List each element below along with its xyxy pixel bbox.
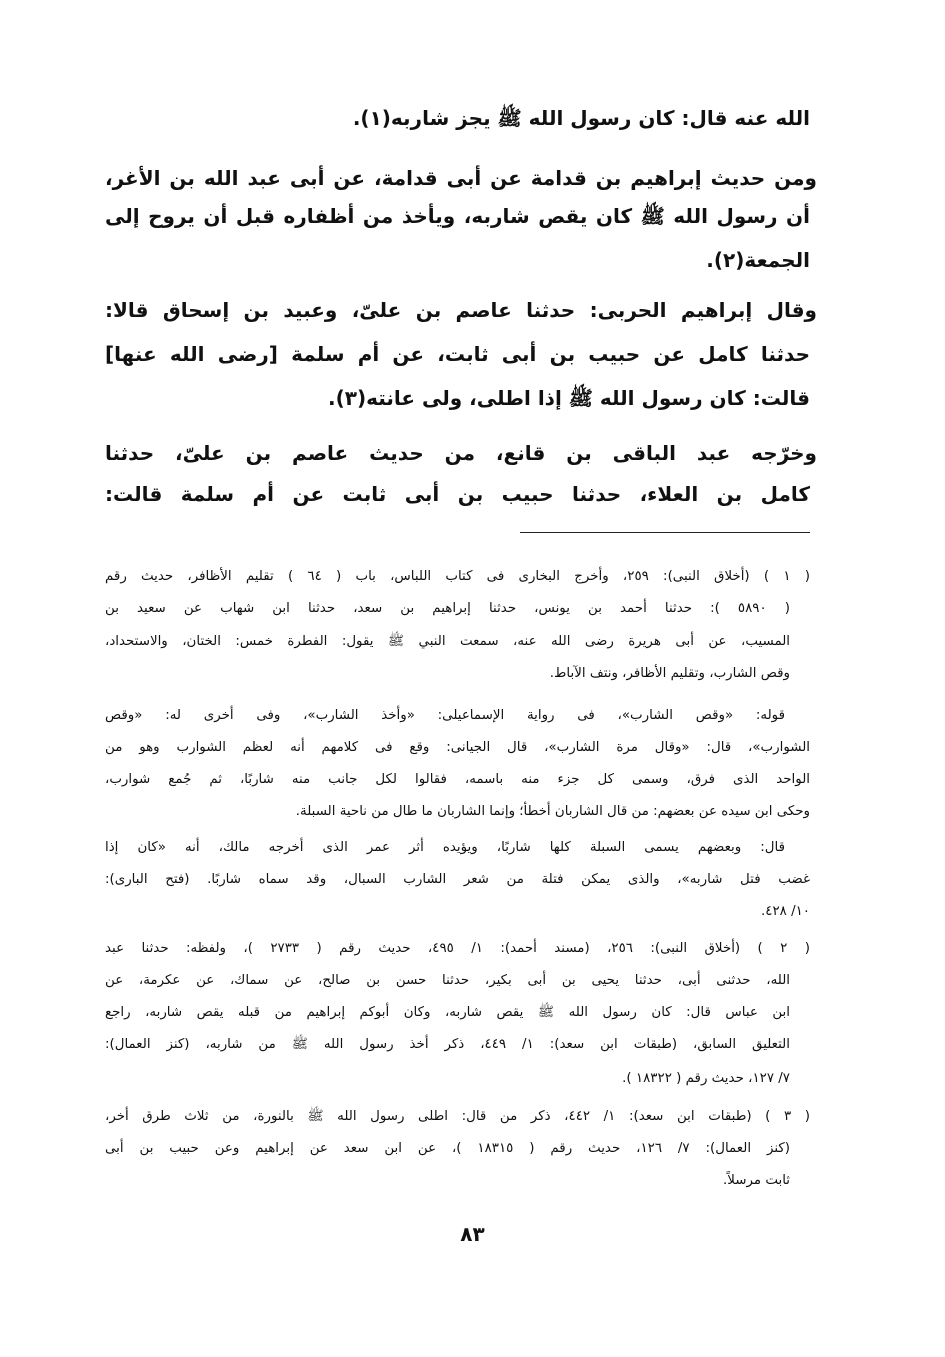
footnote-line: (كنز العمال): ٧/ ١٢٦، حديث رقم ( ١٨٣١٥ )، عن ابن سعد عن إبراهيم وعن حبيب بن أبى [105,1141,790,1156]
footnote-line: ( ١ ) (أخلاق النبى): ٢٥٩، وأخرج البخارى فى كتاب اللباس، باب ( ٦٤ ) تقليم الأظافر، حديث رقم [105,569,810,584]
page-number: ٨٣ [460,1222,485,1246]
main-line: الجمعة(٢). [706,248,810,272]
footnote-line: وقص الشارب، وتقليم الأظافر، ونتف الآباط. [549,666,790,681]
footnote-line: غضب فتل شاربه»، والذى يمكن فتلة من شعر الشارب السبال، وقد سماه شاربًا. (فتح البارى): [105,872,810,887]
footnote-line: التعليق السابق، (طبقات ابن سعد): ١/ ٤٤٩، ذكر أخذ رسول الله ﷺ من شاربه، (كنز العمال): [105,1037,790,1052]
main-line: كامل بن العلاء، حدثنا حبيب بن أبى ثابت عن أم سلمة قالت: [105,482,810,506]
footnote-line: ( ٥٨٩٠ ): حدثنا أحمد بن يونس، حدثنا إبراهيم بن سعد، حدثنا ابن شهاب عن سعيد بن [105,601,791,616]
main-line: ومن حديث إبراهيم بن قدامة عن أبى قدامة، عن أبى عبد الله بن الأغر، [105,166,817,190]
main-line: أن رسول الله ﷺ كان يقص شاربه، ويأخذ من أظفاره قبل أن يروح إلى [105,204,810,228]
footnote-line: ابن عباس قال: كان رسول الله ﷺ يقص شاربه، وكان أبوكم إبراهيم من قبله يقص شاربه، راجع [105,1005,790,1020]
footnote-line: ( ٣ ) (طبقات ابن سعد): ١/ ٤٤٢، ذكر من قال: اطلى رسول الله ﷺ بالنورة، من ثلاث طرق أخر، [105,1109,810,1124]
main-line: وخرّجه عبد الباقى بن قانع، من حديث عاصم بن علىّ، حدثنا [105,441,817,465]
footnote-line: ٧/ ١٢٧، حديث رقم ( ١٨٣٢٢ ). [622,1071,790,1086]
footnote-line: ( ٢ ) (أخلاق النبى): ٢٥٦، (مسند أحمد): ١/ ٤٩٥، حديث رقم ( ٢٧٣٣ )، ولفظه: حدثنا عبد [105,941,810,956]
footnote-line: قوله: «وقص الشارب»، فى رواية الإسماعيلى: «وأخذ الشارب»، وفى أخرى له: «وقص [105,708,785,723]
footnote-line: الشوارب»، قال: «وقال مرة الشارب»، قال الجيانى: وقع فى كلامهم أنه لعظم الشوارب وهو من [105,740,810,755]
main-line: حدثنا كامل عن حبيب بن أبى ثابت، عن أم سلمة [رضى الله عنها] [105,342,810,366]
footnote-separator [520,532,810,533]
footnote-line: الواحد الذى فرق، وسمى كل جزء منه باسمه، فقالوا لكل جانب منه شاربًا، ثم جُمع شوارب، [105,772,810,787]
main-line: الله عنه قال: كان رسول الله ﷺ يجز شاربه(١). [352,106,810,130]
main-line: وقال إبراهيم الحربى: حدثنا عاصم بن علىّ، وعبيد بن إسحاق قالا: [105,298,817,322]
footnote-line: قال: وبعضهم يسمى السبلة كلها شاربًا، ويؤيده أثر عمر الذى أخرجه مالك، أنه «كان إذا [105,840,785,855]
footnote-line: الله، حدثنى أبى، حدثنا يحيى بن أبى بكير، حدثنا حسن بن صالح، عن سماك، عن عكرمة، عن [105,973,790,988]
footnote-line: ١٠/ ٤٢٨. [760,904,810,919]
main-line: قالت: كان رسول الله ﷺ إذا اطلى، ولى عانته(٣). [327,386,810,410]
footnote-line: وحكى ابن سيده عن بعضهم: من قال الشاربان أخطأ؛ وإنما الشاربان ما طال من ناحية السبلة. [295,804,810,819]
footnote-line: المسيب، عن أبى هريرة رضى الله عنه، سمعت النبي ﷺ يقول: الفطرة خمس: الختان، والاستحداد، [105,634,790,649]
footnote-line: ثابت مرسلاً. [723,1173,790,1188]
